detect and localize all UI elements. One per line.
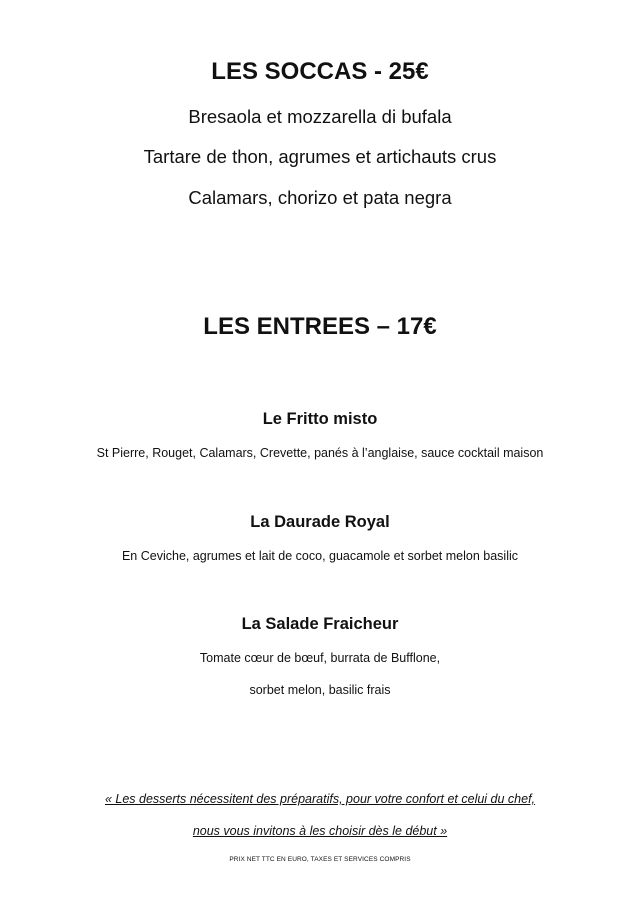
- desserts-note-line-1: « Les desserts nécessitent des préparatifs, pour votre confort et celui du chef,: [104, 792, 536, 806]
- dish-title-salade-fraicheur: La Salade Fraicheur: [241, 615, 399, 633]
- socca-item-bresaola: Bresaola et mozzarella di bufala: [188, 106, 452, 127]
- entrees-section-title: LES ENTREES – 17€: [203, 313, 437, 340]
- dish-description-salade-fraicheur-line-1: Tomate cœur de bœuf, burrata de Bufflone,: [199, 651, 441, 665]
- soccas-section-title: LES SOCCAS - 25€: [211, 58, 429, 85]
- dish-title-fritto-misto: Le Fritto misto: [262, 410, 378, 428]
- dish-description-fritto-misto: St Pierre, Rouget, Calamars, Crevette, panés à l’anglaise, sauce cocktail maison: [96, 446, 544, 460]
- socca-item-calamars: Calamars, chorizo et pata negra: [188, 187, 452, 208]
- socca-item-tartare: Tartare de thon, agrumes et artichauts crus: [143, 146, 497, 167]
- dish-description-daurade-royal: En Ceviche, agrumes et lait de coco, guacamole et sorbet melon basilic: [121, 549, 519, 563]
- dish-title-daurade-royal: La Daurade Royal: [250, 513, 390, 531]
- dish-description-salade-fraicheur-line-2: sorbet melon, basilic frais: [249, 683, 391, 697]
- price-fine-print: PRIX NET TTC EN EURO, TAXES ET SERVICES COMPRIS: [229, 856, 411, 863]
- desserts-note-line-2: nous vous invitons à les choisir dès le début »: [192, 824, 448, 838]
